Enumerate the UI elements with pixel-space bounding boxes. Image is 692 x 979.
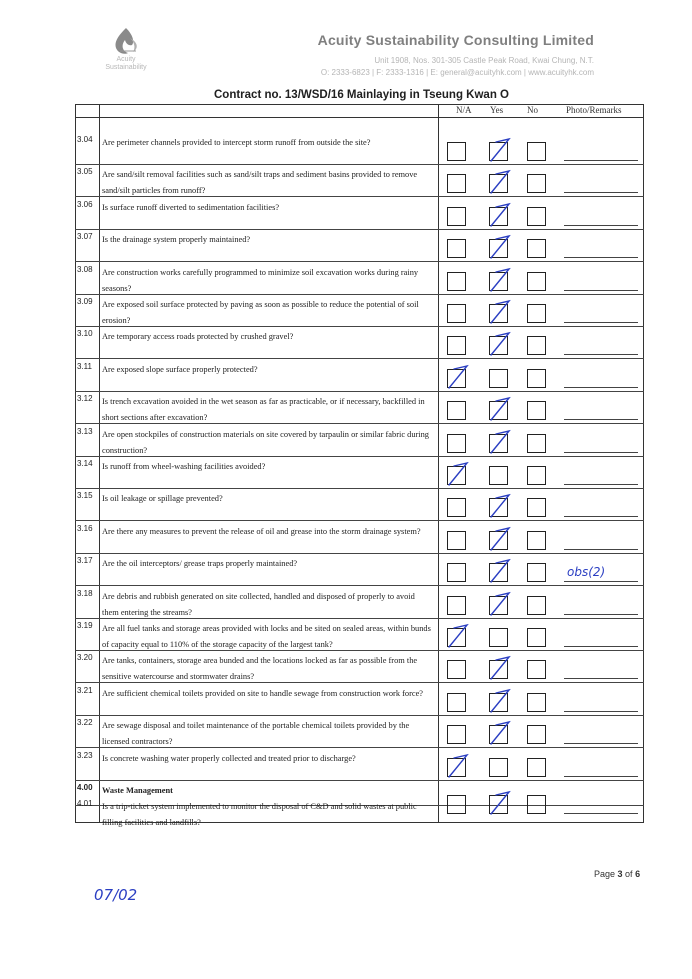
checkmark-icon [446,363,470,391]
table-row [75,749,644,781]
checkbox-no[interactable] [527,272,546,291]
checkbox-na[interactable] [447,563,466,582]
checkmark-icon [488,298,512,326]
table-row [75,522,644,554]
row-question: Are perimeter channels provided to intercept storm runoff from outside the site? [102,138,371,147]
row-question: Are sand/silt removal facilities such as sand/silt traps and sediment basins provided to remove sand/silt particles from runoff? [102,170,418,195]
remarks-line[interactable] [564,322,638,323]
table-row [75,360,644,392]
row-number: 3.04 [77,135,93,144]
row-question: Are all fuel tanks and storage areas provided with locks and be sited on sealed areas, within bunds of capacity equal to 110% of the storage capacity of the largest tank? [102,624,431,649]
logo-text-2: Sustainability [105,64,147,71]
remarks-line[interactable] [564,678,638,679]
row-number: 3.12 [77,394,93,403]
checkbox-na[interactable] [447,660,466,679]
checkmark-icon [446,622,470,650]
checkmark-icon [488,136,512,164]
remarks-line[interactable] [564,614,638,615]
checkbox-no[interactable] [527,758,546,777]
remarks-line[interactable] [564,581,638,582]
row-question: Is surface runoff diverted to sedimentation facilities? [102,203,280,212]
checkbox-na[interactable] [447,336,466,355]
remarks-line[interactable] [564,257,638,258]
row-number: 3.16 [77,524,93,533]
remarks-line[interactable] [564,160,638,161]
company-contact: O: 2333-6823 | F: 2333-1316 | E: general@acuityhk.com | www.acuityhk.com [320,68,594,77]
row-number: 3.13 [77,427,93,436]
table-row [75,587,644,619]
row-number: 3.22 [77,718,93,727]
remarks-line[interactable] [564,354,638,355]
table-row [75,295,644,327]
logo-text-1: Acuity [116,56,136,63]
table-row [75,198,644,230]
table-row [75,263,644,295]
row-question: Are open stockpiles of construction materials on site covered by tarpaulin or similar fabric during construction? [102,430,429,455]
row-number: 3.20 [77,653,93,662]
checkbox-yes[interactable] [489,369,508,388]
row-number: 3.09 [77,297,93,306]
checkmark-icon [488,557,512,585]
checkmark-icon [488,266,512,294]
remarks-line[interactable] [564,516,638,517]
row-question: Are sufficient chemical toilets provided on site to handle sewage from construction work force? [102,689,424,698]
checkbox-no[interactable] [527,401,546,420]
checkbox-na[interactable] [447,207,466,226]
remarks-line[interactable] [564,776,638,777]
row-question: Is a trip-ticket system implemented to monitor the disposal of C&D and solid wastes at public filling facilities and landfills? [102,802,417,827]
checkmark-icon [488,654,512,682]
checkbox-yes[interactable] [489,758,508,777]
table-row [75,230,644,262]
checkbox-na[interactable] [447,498,466,517]
checkmark-icon [488,201,512,229]
checkbox-na[interactable] [447,434,466,453]
checkbox-yes[interactable] [489,628,508,647]
remarks-line[interactable] [564,290,638,291]
row-number: 3.17 [77,556,93,565]
row-number: 3.05 [77,167,93,176]
checkbox-no[interactable] [527,336,546,355]
checkbox-no[interactable] [527,725,546,744]
col-header-remarks: Photo/Remarks [566,105,622,115]
remarks-line[interactable] [564,452,638,453]
logo-flame-icon [108,26,144,56]
table-row [75,651,644,683]
row-question: Is runoff from wheel-washing facilities avoided? [102,462,266,471]
checkbox-no[interactable] [527,207,546,226]
checkbox-no[interactable] [527,239,546,258]
checkmark-icon [488,330,512,358]
page-of: of [622,869,636,879]
row-question: Is the drainage system properly maintained? [102,235,251,244]
company-name: Acuity Sustainability Consulting Limited [317,32,594,48]
checkbox-no[interactable] [527,596,546,615]
checkbox-na[interactable] [447,401,466,420]
checkbox-na[interactable] [447,174,466,193]
checkbox-no[interactable] [527,369,546,388]
checkbox-no[interactable] [527,628,546,647]
handwritten-date: 07/02 [94,886,138,904]
row-question: Are there any measures to prevent the release of oil and grease into the storm drainage system? [102,527,421,536]
checkbox-na[interactable] [447,596,466,615]
row-question: Is concrete washing water properly collected and treated prior to discharge? [102,754,356,763]
checkbox-no[interactable] [527,174,546,193]
checkbox-na[interactable] [447,239,466,258]
row-question: Are tanks, containers, storage area bunded and the locations locked as far as possible from the sensitive watercourse and stormwater drains? [102,656,418,681]
row-question: Are debris and rubbish generated on site collected, handled and disposed of properly to avoid them entering the streams? [102,592,415,617]
table-row [75,392,644,424]
company-logo [96,26,156,80]
row-number: 3.14 [77,459,93,468]
page-title: Contract no. 13/WSD/16 Mainlaying in Tseung Kwan O [214,89,509,101]
row-number: 3.18 [77,589,93,598]
checkbox-no[interactable] [527,466,546,485]
row-question: Are construction works carefully programmed to minimize soil excavation works during rainy seasons? [102,268,419,293]
row-number: 3.21 [77,686,93,695]
page-current: 3 [617,869,623,879]
table-row [75,165,644,197]
checkmark-icon [488,492,512,520]
section-title: Waste Management [102,786,173,795]
checkbox-na[interactable] [447,725,466,744]
section-number: 4.00 [77,783,93,792]
table-row [75,797,644,827]
checkmark-icon [488,719,512,747]
row-question: Are the oil interceptors/ grease traps properly maintained? [102,559,298,568]
checkbox-yes[interactable] [489,466,508,485]
table-row [75,684,644,716]
page-number [594,869,640,879]
page-prefix: Page [594,869,618,879]
row-number: 3.10 [77,329,93,338]
remarks-line[interactable] [564,813,638,814]
checkmark-icon [488,687,512,715]
table-row [75,489,644,521]
checkmark-icon [488,789,512,817]
checkbox-no[interactable] [527,531,546,550]
row-number: 3.07 [77,232,93,241]
checkbox-no[interactable] [527,142,546,161]
checkbox-na[interactable] [447,531,466,550]
checkbox-na[interactable] [447,693,466,712]
checkbox-no[interactable] [527,563,546,582]
row-question: Is trench excavation avoided in the wet season as far as practicable, or if necessary, backfilled in short sections after excavation? [102,397,425,422]
checkbox-na[interactable] [447,795,466,814]
checkbox-na[interactable] [447,272,466,291]
checkbox-no[interactable] [527,795,546,814]
col-header-yes: Yes [490,105,504,115]
table-row [75,716,644,748]
row-number: 3.15 [77,491,93,500]
checkmark-icon [488,428,512,456]
checkmark-icon [488,525,512,553]
row-number: 3.06 [77,200,93,209]
remarks-line[interactable] [564,484,638,485]
col-header-na: N/A [456,105,472,115]
row-question: Is oil leakage or spillage prevented? [102,494,223,503]
checkmark-icon [446,752,470,780]
checkbox-no[interactable] [527,498,546,517]
checkbox-no[interactable] [527,660,546,679]
remarks-line[interactable] [564,192,638,193]
table-header-line [75,117,644,118]
remarks-line[interactable] [564,387,638,388]
row-question: Are exposed soil surface protected by paving as soon as possible to reduce the potential of soil erosion? [102,300,419,325]
handwritten-remark: obs(2) [567,565,606,579]
row-number: 3.08 [77,265,93,274]
checkbox-no[interactable] [527,693,546,712]
table-row [75,133,644,165]
table-row [75,457,644,489]
remarks-line[interactable] [564,419,638,420]
checkbox-na[interactable] [447,304,466,323]
row-number: 3.23 [77,751,93,760]
checkmark-icon [488,395,512,423]
remarks-line[interactable] [564,743,638,744]
row-number: 3.11 [77,362,92,371]
row-question: Are sewage disposal and toilet maintenance of the portable chemical toilets provided by the licensed contractors? [102,721,410,746]
table-row [75,619,644,651]
remarks-line[interactable] [564,711,638,712]
company-address: Unit 1908, Nos. 301-305 Castle Peak Road, Kwai Chung, N.T. [374,56,594,65]
row-question: Are temporary access roads protected by crushed gravel? [102,332,294,341]
page-total: 6 [635,869,641,879]
table-row [75,327,644,359]
remarks-line[interactable] [564,646,638,647]
table-row [75,554,644,586]
table-row [75,425,644,457]
checkbox-no[interactable] [527,304,546,323]
checkmark-icon [488,233,512,261]
col-header-no: No [527,105,538,115]
row-number: 4.01 [77,799,93,808]
checkbox-no[interactable] [527,434,546,453]
checkmark-icon [446,460,470,488]
checkmark-icon [488,590,512,618]
checkmark-icon [488,168,512,196]
row-number: 3.19 [77,621,93,630]
row-question: Are exposed slope surface properly protected? [102,365,258,374]
checkbox-na[interactable] [447,142,466,161]
remarks-line[interactable] [564,225,638,226]
remarks-line[interactable] [564,549,638,550]
